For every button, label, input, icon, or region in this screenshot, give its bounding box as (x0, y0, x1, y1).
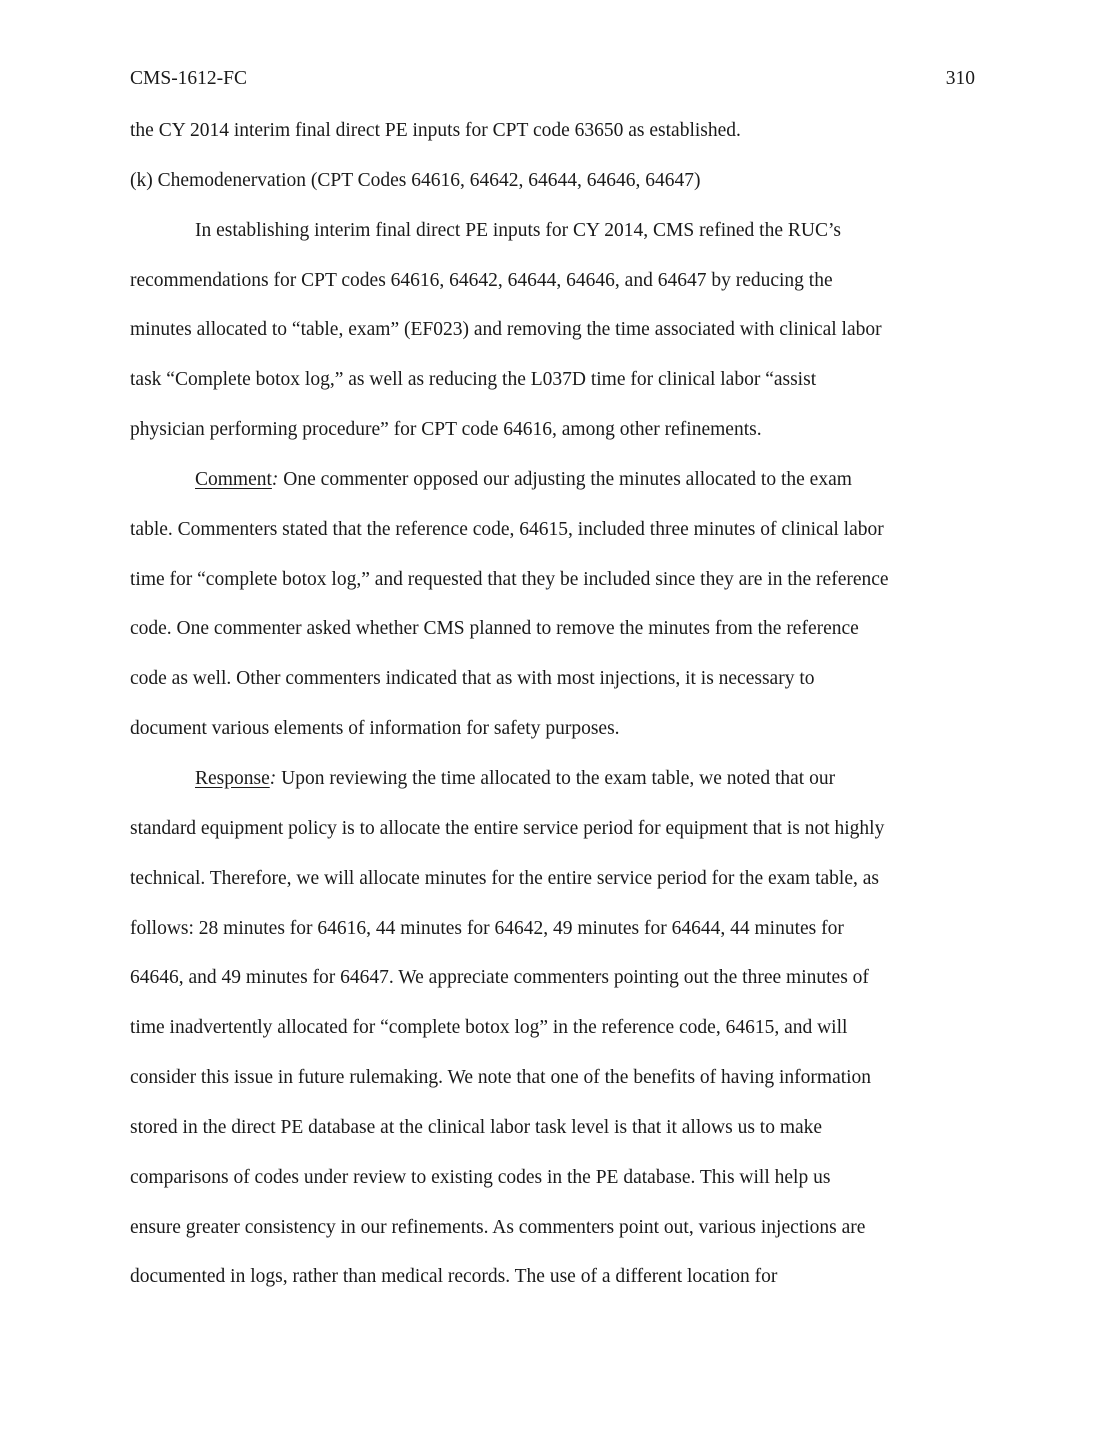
text-line: time inadvertently allocated for “complete botox log” in the reference code, 64615, and will (130, 1017, 848, 1039)
text-line: document various elements of information for safety purposes. (130, 718, 620, 740)
comment-paragraph-start (130, 455, 990, 505)
comment-colon: : (271, 468, 279, 490)
page-header (130, 66, 975, 92)
text-line: time for “complete botox log,” and requested that they be included since they are in the reference (130, 568, 889, 590)
response-label: Response (195, 767, 270, 789)
text-line: documented in logs, rather than medical records. The use of a different location for (130, 1266, 778, 1288)
text-line: task “Complete botox log,” as well as reducing the L037D time for clinical labor “assist (130, 369, 817, 391)
text-line: physician performing procedure” for CPT code 64616, among other refinements. (130, 419, 762, 441)
comment-text: One commenter opposed our adjusting the minutes allocated to the exam (278, 468, 852, 490)
text-line: follows: 28 minutes for 64616, 44 minutes for 64642, 49 minutes for 64644, 44 minutes for (130, 917, 844, 939)
text-line: recommendations for CPT codes 64616, 64642, 64644, 64646, and 64647 by reducing the (130, 269, 833, 291)
text-line: comparisons of codes under review to existing codes in the PE database. This will help us (130, 1166, 831, 1188)
text-line: ensure greater consistency in our refinements. As commenters point out, various injections are (130, 1216, 866, 1238)
section-heading: (k) Chemodenervation (CPT Codes 64616, 64642, 64644, 64646, 64647) (130, 169, 701, 191)
document-id: CMS-1612-FC (130, 68, 248, 89)
response-text: Upon reviewing the time allocated to the exam table, we noted that our (276, 767, 836, 789)
text-line: technical. Therefore, we will allocate minutes for the entire service period for the exam table, as (130, 867, 879, 889)
text-line: the CY 2014 interim final direct PE inputs for CPT code 63650 as established. (130, 120, 741, 141)
text-line: table. Commenters stated that the reference code, 64615, included three minutes of clinical labor (130, 518, 884, 540)
text-line: standard equipment policy is to allocate the entire service period for equipment that is not highly (130, 817, 885, 839)
text-line: minutes allocated to “table, exam” (EF023) and removing the time associated with clinical labor (130, 319, 882, 341)
text-line: 64646, and 49 minutes for 64647. We appreciate commenters pointing out the three minutes of (130, 967, 869, 989)
comment-label: Comment (195, 468, 272, 490)
response-paragraph-start (130, 754, 990, 804)
page-number: 310 (945, 68, 975, 89)
body-text (130, 106, 990, 1302)
text-line: stored in the direct PE database at the clinical labor task level is that it allows us to make (130, 1116, 823, 1138)
text-line: In establishing interim final direct PE inputs for CY 2014, CMS refined the RUC’s (195, 219, 841, 241)
text-line: code as well. Other commenters indicated that as with most injections, it is necessary to (130, 668, 815, 690)
response-colon: : (269, 767, 277, 789)
text-line: code. One commenter asked whether CMS planned to remove the minutes from the reference (130, 618, 859, 640)
text-line: consider this issue in future rulemaking. We note that one of the benefits of having information (130, 1067, 872, 1089)
